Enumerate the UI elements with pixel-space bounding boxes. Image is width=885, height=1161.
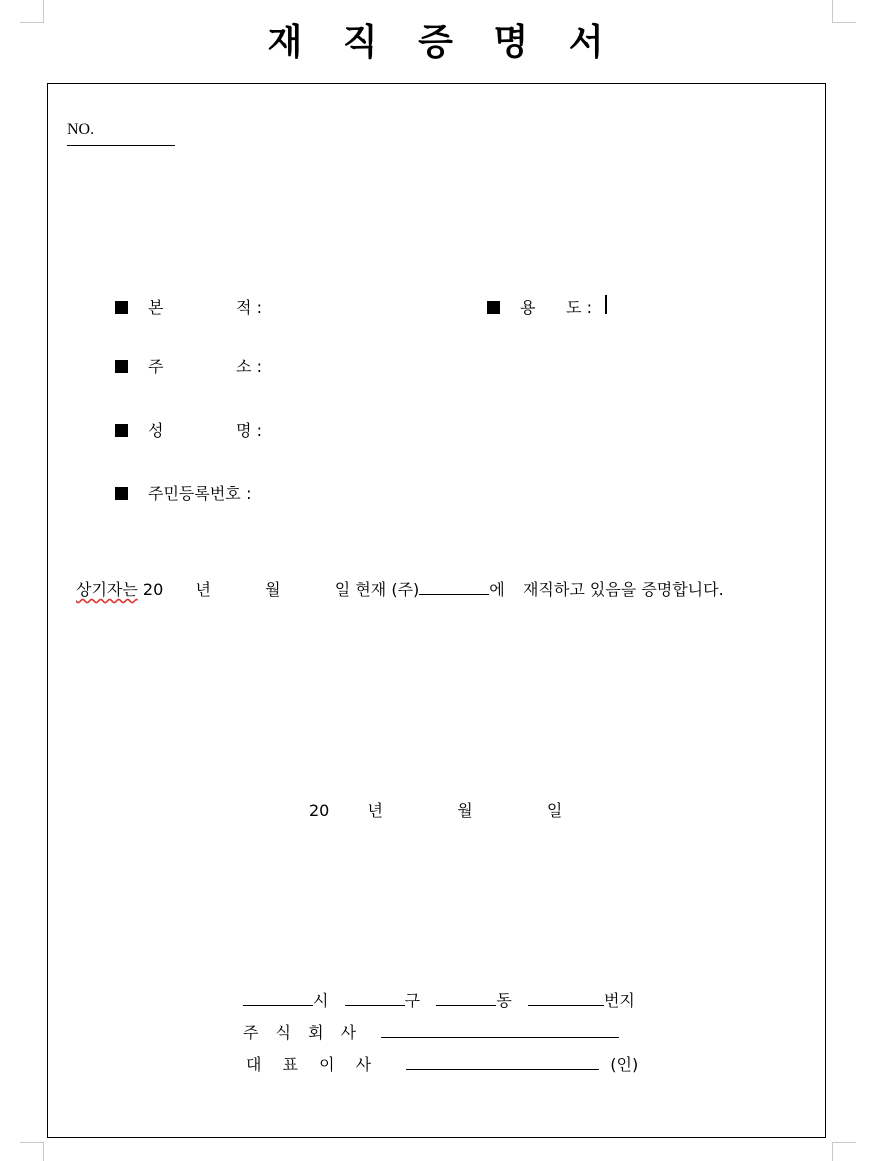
statement-lead: 상기자는 <box>76 580 138 599</box>
field-name-label-b: 명 : <box>236 421 262 440</box>
issue-month: 월 <box>457 801 473 820</box>
statement-day-present: 일 현재 <box>334 580 387 599</box>
ceo-label: 대 표 이 사 <box>246 1055 380 1074</box>
square-bullet-icon <box>487 301 500 314</box>
company-label: 주 식 회 사 <box>243 1023 363 1042</box>
district-blank[interactable] <box>345 991 405 1006</box>
crop-mark <box>832 1142 856 1143</box>
bunji-blank[interactable] <box>528 991 604 1006</box>
field-resident-number-colon: : <box>246 484 252 503</box>
company-blank[interactable] <box>381 1023 619 1038</box>
issue-day: 일 <box>546 801 563 820</box>
document-title: 재 직 증 명 서 <box>267 22 618 63</box>
certification-statement[interactable] <box>76 577 724 600</box>
field-domicile-label-b: 적 : <box>236 298 262 317</box>
crop-mark <box>832 1142 833 1161</box>
statement-suffix-b: 재직하고 있음을 증명합니다. <box>522 580 724 599</box>
statement-year: 년 <box>195 580 211 599</box>
crop-mark <box>43 1142 44 1161</box>
square-bullet-icon <box>115 487 128 500</box>
field-purpose-label-a: 용 <box>520 298 536 317</box>
company-name-line[interactable] <box>243 1020 619 1043</box>
city-label: 시 <box>313 991 329 1010</box>
field-name[interactable] <box>115 418 163 441</box>
crop-mark <box>20 1142 44 1143</box>
statement-company-prefix: (주) <box>391 580 420 599</box>
field-address[interactable] <box>115 354 163 377</box>
statement-year-prefix: 20 <box>142 580 164 599</box>
issue-year-prefix: 20 <box>309 801 330 820</box>
city-blank[interactable] <box>243 991 313 1006</box>
field-resident-number-label: 주민등록번호 <box>148 484 241 503</box>
document-number-blank[interactable] <box>67 145 175 146</box>
issue-year: 년 <box>367 801 384 820</box>
square-bullet-icon <box>115 301 128 314</box>
company-address-line[interactable] <box>243 988 635 1011</box>
district-label: 구 <box>404 991 421 1010</box>
field-address-label-a: 주 <box>148 357 164 376</box>
field-address-label-b: 소 : <box>236 357 262 376</box>
square-bullet-icon <box>115 360 128 373</box>
field-name-label-a: 성 <box>148 421 164 440</box>
field-domicile[interactable] <box>115 295 163 318</box>
company-name-blank[interactable] <box>419 580 489 595</box>
statement-suffix-a: 에 <box>489 580 505 599</box>
issue-date[interactable] <box>309 798 562 821</box>
ceo-line[interactable] <box>246 1052 638 1075</box>
seal-label: (인) <box>610 1055 639 1074</box>
field-domicile-label-a: 본 <box>148 298 164 317</box>
text-cursor <box>605 295 607 314</box>
field-purpose[interactable] <box>487 295 535 318</box>
ceo-blank[interactable] <box>406 1055 599 1070</box>
document-frame[interactable] <box>47 83 826 1138</box>
dong-blank[interactable] <box>436 991 496 1006</box>
dong-label: 동 <box>496 991 512 1010</box>
bunji-label: 번지 <box>603 991 635 1010</box>
statement-month: 월 <box>265 580 281 599</box>
square-bullet-icon <box>115 424 128 437</box>
field-purpose-label-b: 도 : <box>566 298 592 317</box>
field-resident-number[interactable] <box>115 481 252 504</box>
document-number-label: NO. <box>67 121 95 138</box>
